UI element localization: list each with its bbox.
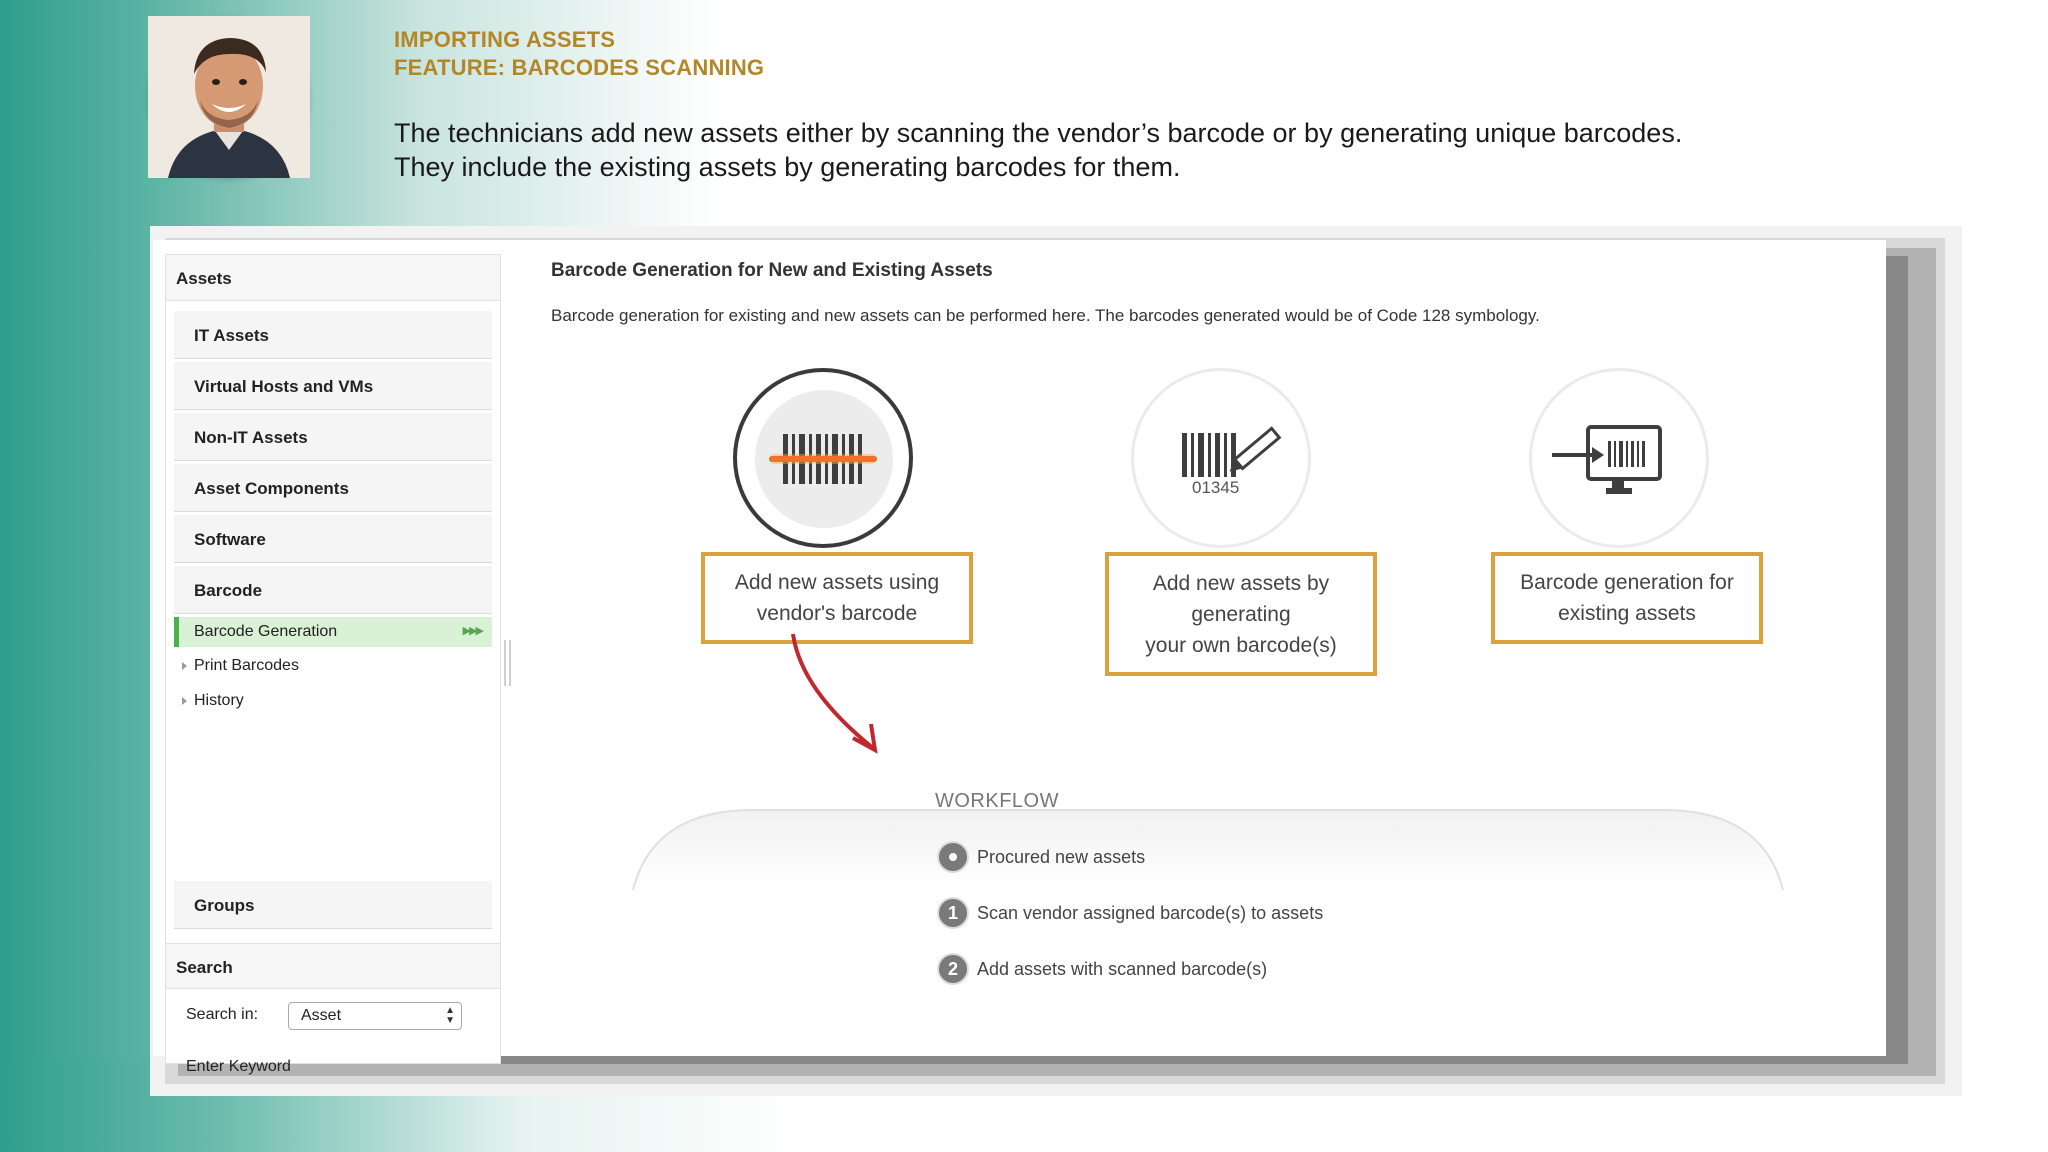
slide-description-1: The technicians add new assets either by scanning the vendor’s barcode or by generating unique barcodes. [394,118,1683,148]
sidebar-item-asset-components[interactable]: Asset Components [174,464,492,512]
sidebar-item-non-it-assets[interactable]: Non-IT Assets [174,413,492,461]
search-section-header: Search [166,943,500,989]
sidebar-subitem-label: Barcode Generation [194,623,338,640]
page-description: Barcode generation for existing and new assets can be performed here. The barcodes generated would be of Code 128 symbology. [551,306,1540,325]
option-generate-own-barcode[interactable] [1105,552,1377,676]
workflow-step-marker [937,841,969,873]
select-arrows-icon: ▲ ▼ [445,1005,455,1026]
sidebar-subitem-label: History [194,692,244,709]
option-label-line: generating [1191,602,1291,626]
presenter-avatar [148,16,310,178]
workflow-step-number: 1 [937,897,969,929]
avatar-illustration [148,16,310,178]
workflow-step-number: 2 [937,953,969,985]
option-label-line: Add new assets by [1152,571,1330,595]
sidebar-subitem-print-barcodes[interactable] [174,651,492,681]
barcode-scan-icon [737,372,909,544]
assets-sidebar [165,254,501,1075]
workflow-step [937,841,1145,873]
workflow-step-label: Add assets with scanned barcode(s) [977,958,1268,979]
sidebar-item-virtual-hosts[interactable]: Virtual Hosts and VMs [174,362,492,410]
sidebar-subitem-barcode-generation[interactable] [174,617,492,647]
sidebar-subitem-label: Print Barcodes [194,657,299,674]
expand-triangle-icon [182,697,187,705]
keyword-label: Enter Keyword [186,1058,291,1075]
monitor-barcode-icon [1532,371,1706,545]
search-in-select[interactable] [288,1002,462,1030]
option-label-line: Add new assets using [734,571,940,594]
sidebar-item-it-assets[interactable]: IT Assets [174,311,492,359]
sidebar-item-software[interactable]: Software [174,515,492,563]
sidebar-header: Assets [166,255,500,301]
forward-arrows-icon: ▶▶▶ [462,625,482,637]
search-in-value: Asset [301,1007,342,1024]
option-label-line: existing assets [1558,602,1696,625]
scan-barcode-option-circle[interactable] [733,368,913,548]
sidebar-item-barcode[interactable]: Barcode [174,566,492,614]
workflow-step [937,897,1323,929]
option-label-line: Barcode generation for [1520,571,1734,594]
workflow-title: WORKFLOW [935,790,1059,812]
workflow-step-label: Procured new assets [977,846,1146,867]
existing-assets-option-circle[interactable] [1529,368,1709,548]
barcode-pencil-icon [1134,371,1308,545]
option-existing-assets-barcode[interactable] [1491,552,1763,644]
sidebar-splitter-handle[interactable] [502,640,514,686]
slide-description-2: They include the existing assets by generating barcodes for them. [394,152,1181,182]
option-label-line: vendor's barcode [756,602,918,625]
slide-kicker-1: IMPORTING ASSETS [394,27,616,52]
slide-kicker-2: FEATURE: BARCODES SCANNING [394,55,765,80]
page-title: Barcode Generation for New and Existing Assets [551,260,993,281]
workflow-panel-curve [633,740,1783,890]
workflow-step-label: Scan vendor assigned barcode(s) to assets [977,902,1324,923]
search-in-label: Search in: [186,1006,259,1023]
generate-barcode-option-circle[interactable] [1131,368,1311,548]
workflow-step [937,953,1267,985]
app-window [153,240,1886,1075]
sidebar-subitem-history[interactable] [174,686,492,716]
option-label-line: your own barcode(s) [1145,633,1337,657]
expand-triangle-icon [182,662,187,670]
sidebar-item-groups[interactable]: Groups [174,881,492,929]
barcode-number: 01345 [1192,478,1240,497]
